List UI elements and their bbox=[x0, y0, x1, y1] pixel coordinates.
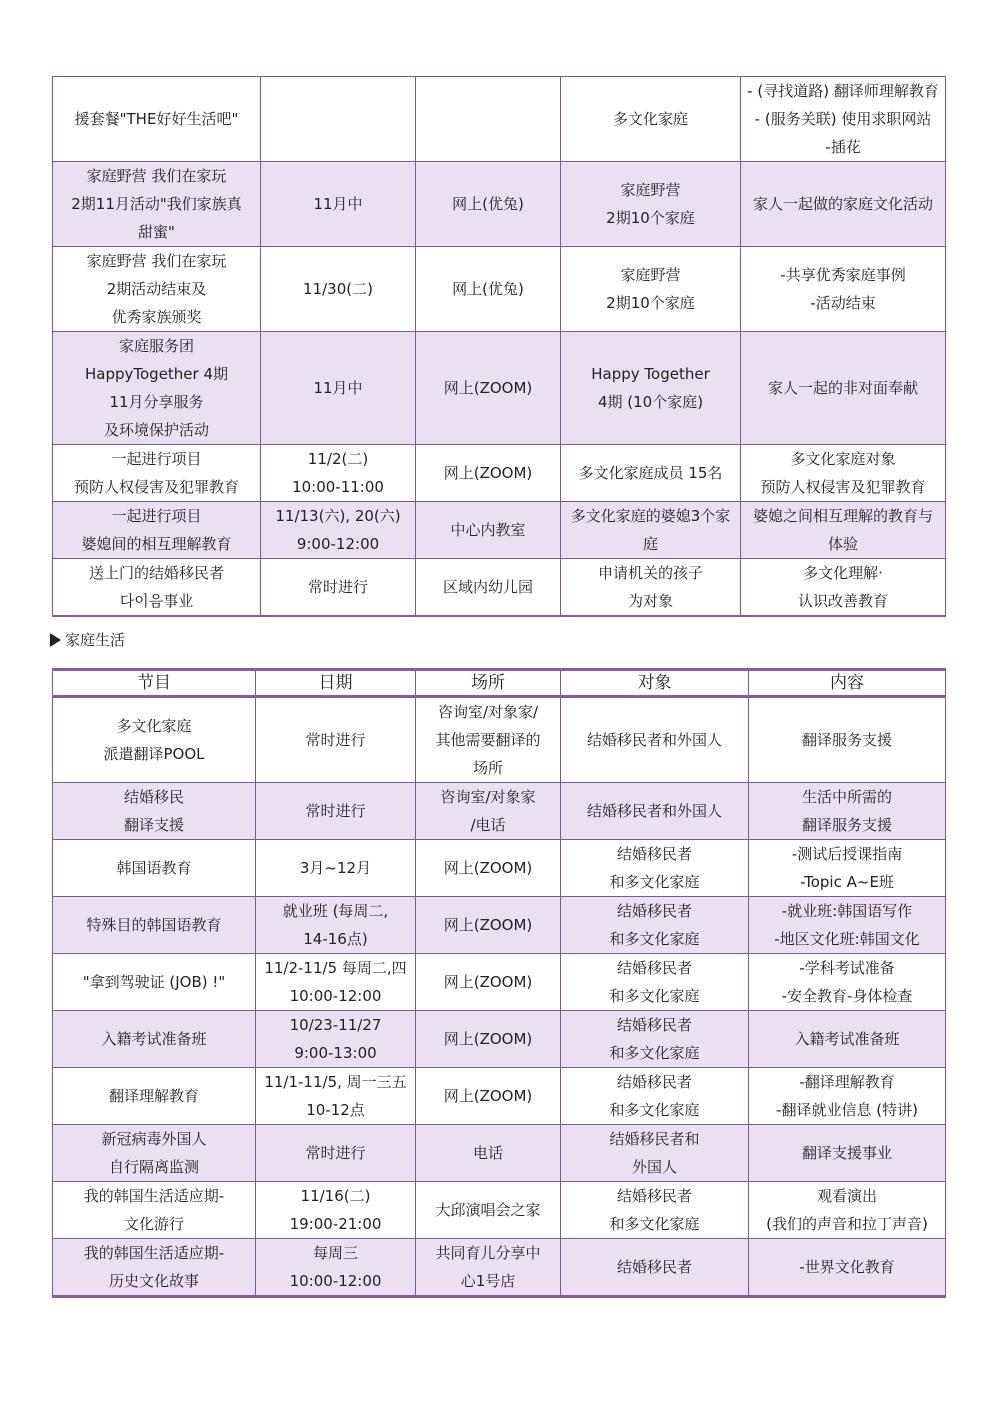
cell-text: 10:00-11:00 bbox=[292, 478, 384, 496]
table-row bbox=[53, 1239, 946, 1297]
column-header-date: 日期 bbox=[256, 670, 416, 697]
cell-text: 生活中所需的 bbox=[801, 788, 892, 806]
cell-text: 11/1-11/5, 周一三五 bbox=[264, 1073, 407, 1091]
cell-target bbox=[561, 897, 749, 954]
cell-target bbox=[561, 502, 741, 559]
cell-text: 10/23-11/27 bbox=[289, 1016, 382, 1034]
cell-venue bbox=[416, 77, 561, 162]
cell-text: 电话 bbox=[472, 1144, 503, 1162]
cell-text: 就业班 (每周二, bbox=[282, 902, 389, 920]
cell-text: 我的韩国生活适应期- bbox=[83, 1244, 225, 1262]
cell-program bbox=[53, 77, 261, 162]
cell-text: 预防人权侵害及犯罪教育 bbox=[73, 478, 239, 496]
table-row bbox=[53, 1011, 946, 1068]
cell-date bbox=[256, 840, 416, 897]
cell-date bbox=[256, 1239, 416, 1297]
cell-text: /电话 bbox=[470, 816, 506, 834]
cell-text: 19:00-21:00 bbox=[289, 1215, 382, 1233]
cell-text: -翻译理解教育 bbox=[799, 1073, 895, 1091]
cell-text: 4期 (10个家庭) bbox=[597, 393, 704, 411]
cell-content bbox=[749, 1182, 946, 1239]
cell-program bbox=[53, 162, 261, 247]
cell-text: 10:00-12:00 bbox=[289, 987, 382, 1005]
cell-venue bbox=[416, 1182, 561, 1239]
cell-text: 翻译服务支援 bbox=[801, 731, 892, 749]
cell-text: 3月~12月 bbox=[299, 859, 372, 877]
cell-text: 2期10个家庭 bbox=[606, 209, 695, 227]
cell-content bbox=[749, 697, 946, 783]
cell-venue bbox=[416, 783, 561, 840]
cell-date bbox=[256, 897, 416, 954]
cell-program bbox=[53, 1011, 256, 1068]
cell-date bbox=[256, 1068, 416, 1125]
cell-text: 家庭野营 bbox=[620, 181, 681, 199]
cell-venue bbox=[416, 840, 561, 897]
cell-program bbox=[53, 247, 261, 332]
family-life-table-body bbox=[53, 697, 946, 1297]
cell-target bbox=[561, 1182, 749, 1239]
program-table bbox=[52, 76, 946, 617]
cell-target bbox=[561, 954, 749, 1011]
cell-venue bbox=[416, 1068, 561, 1125]
table-row bbox=[53, 697, 946, 783]
cell-content bbox=[741, 332, 946, 445]
table-row bbox=[53, 247, 946, 332]
cell-date bbox=[261, 502, 416, 559]
cell-text: - (寻找道路) 翻译师理解教育 bbox=[747, 82, 939, 100]
cell-text: 一起进行项目 bbox=[111, 507, 202, 525]
column-header-target: 对象 bbox=[561, 670, 749, 697]
cell-date bbox=[261, 332, 416, 445]
cell-text: 其他需要翻译的 bbox=[435, 731, 541, 749]
cell-text: 结婚移民者 bbox=[616, 845, 692, 863]
cell-target bbox=[561, 559, 741, 617]
section-heading bbox=[50, 628, 125, 652]
cell-date bbox=[261, 247, 416, 332]
cell-text: 网上(ZOOM) bbox=[443, 464, 533, 482]
column-header-venue: 场所 bbox=[416, 670, 561, 697]
cell-text: 结婚移民者 bbox=[616, 1073, 692, 1091]
cell-text: 网上(优兔) bbox=[452, 280, 524, 298]
cell-text: -安全教育-身体检查 bbox=[781, 987, 913, 1005]
cell-text: -测试后授课指南 bbox=[791, 845, 903, 863]
cell-text: -Topic A~E班 bbox=[800, 873, 894, 891]
cell-text: 咨询室/对象家/ bbox=[437, 703, 539, 721]
cell-text: 结婚移民者 bbox=[616, 1187, 692, 1205]
cell-content bbox=[749, 1125, 946, 1182]
cell-text: 11/30(二) bbox=[303, 280, 373, 298]
cell-program bbox=[53, 445, 261, 502]
cell-target bbox=[561, 840, 749, 897]
cell-venue bbox=[416, 897, 561, 954]
table-row bbox=[53, 77, 946, 162]
cell-text: 送上门的结婚移民者 bbox=[88, 564, 224, 582]
cell-venue bbox=[416, 445, 561, 502]
cell-text: 新冠病毒外国人 bbox=[101, 1130, 207, 1148]
cell-text: 咨询室/对象家 bbox=[440, 788, 536, 806]
cell-content bbox=[749, 897, 946, 954]
cell-date bbox=[256, 954, 416, 1011]
cell-text: 多文化家庭成员 15名 bbox=[578, 464, 723, 482]
cell-target bbox=[561, 1125, 749, 1182]
cell-text: 网上(ZOOM) bbox=[443, 379, 533, 397]
cell-text: Happy Together bbox=[591, 365, 710, 383]
cell-text: 体验 bbox=[827, 535, 858, 553]
cell-program bbox=[53, 840, 256, 897]
cell-program bbox=[53, 954, 256, 1011]
cell-content bbox=[749, 1011, 946, 1068]
cell-text: 家庭野营 bbox=[620, 266, 681, 284]
cell-venue bbox=[416, 247, 561, 332]
cell-target bbox=[561, 332, 741, 445]
cell-text: 和多文化家庭 bbox=[609, 1101, 700, 1119]
cell-text: 11月中 bbox=[313, 195, 363, 213]
cell-target bbox=[561, 1068, 749, 1125]
cell-program bbox=[53, 897, 256, 954]
cell-program bbox=[53, 1068, 256, 1125]
cell-text: - (服务关联) 使用求职网站 bbox=[754, 110, 932, 128]
cell-text: 区域内幼儿园 bbox=[442, 578, 533, 596]
column-header-content: 内容 bbox=[749, 670, 946, 697]
table-row bbox=[53, 1068, 946, 1125]
family-life-table-header bbox=[53, 670, 946, 697]
cell-target bbox=[561, 1011, 749, 1068]
cell-text: 翻译支援事业 bbox=[801, 1144, 892, 1162]
cell-text: 文化游行 bbox=[123, 1215, 184, 1233]
cell-text: 韩国语教育 bbox=[116, 859, 192, 877]
cell-text: 2期10个家庭 bbox=[606, 294, 695, 312]
cell-date bbox=[256, 783, 416, 840]
cell-text: 9:00-12:00 bbox=[296, 535, 380, 553]
cell-text: (我们的声音和拉丁声音) bbox=[766, 1215, 928, 1233]
cell-text: 入籍考试准备班 bbox=[101, 1030, 207, 1048]
cell-text: 婆媳之间相互理解的教育与 bbox=[752, 507, 933, 525]
cell-text: 10:00-12:00 bbox=[289, 1272, 382, 1290]
table-row bbox=[53, 783, 946, 840]
table-row bbox=[53, 332, 946, 445]
cell-text: 网上(ZOOM) bbox=[443, 859, 533, 877]
cell-text: 大邱演唱会之家 bbox=[435, 1201, 541, 1219]
cell-text: 申请机关的孩子 bbox=[597, 564, 703, 582]
cell-text: 家庭服务团 bbox=[118, 337, 194, 355]
cell-text: 共同育儿分享中 bbox=[435, 1244, 541, 1262]
cell-text: 结婚移民 bbox=[123, 788, 184, 806]
column-header-program: 节目 bbox=[53, 670, 256, 697]
cell-text: 自行隔离监测 bbox=[108, 1158, 199, 1176]
cell-content bbox=[741, 502, 946, 559]
cell-text: -地区文化班:韩国文化 bbox=[774, 930, 920, 948]
cell-text: 家庭野营 我们在家玩 bbox=[86, 167, 227, 185]
cell-date bbox=[256, 1125, 416, 1182]
cell-text: 常时进行 bbox=[307, 578, 368, 596]
cell-text: 结婚移民者 bbox=[616, 902, 692, 920]
cell-program bbox=[53, 1182, 256, 1239]
cell-content bbox=[741, 559, 946, 617]
cell-text: 网上(优兔) bbox=[452, 195, 524, 213]
cell-program bbox=[53, 559, 261, 617]
cell-program bbox=[53, 697, 256, 783]
table-row bbox=[53, 559, 946, 617]
cell-text: 家庭野营 我们在家玩 bbox=[86, 252, 227, 270]
cell-program bbox=[53, 332, 261, 445]
cell-text: 多文化家庭 bbox=[612, 110, 688, 128]
cell-program bbox=[53, 783, 256, 840]
cell-text: -活动结束 bbox=[810, 294, 876, 312]
cell-text: 外国人 bbox=[631, 1158, 677, 1176]
cell-text: 常时进行 bbox=[305, 1144, 366, 1162]
cell-text: 援套餐"THE好好生活吧" bbox=[74, 110, 239, 128]
cell-text: 为对象 bbox=[627, 592, 673, 610]
table-row bbox=[53, 954, 946, 1011]
cell-text: -世界文化教育 bbox=[799, 1258, 895, 1276]
section-title: 家庭生活 bbox=[65, 631, 126, 649]
cell-content bbox=[741, 162, 946, 247]
table-row bbox=[53, 840, 946, 897]
cell-text: 和多文化家庭 bbox=[609, 1044, 700, 1062]
triangle-right-icon bbox=[50, 633, 61, 647]
cell-text: 常时进行 bbox=[305, 731, 366, 749]
cell-content bbox=[749, 1239, 946, 1297]
cell-text: 网上(ZOOM) bbox=[443, 1030, 533, 1048]
cell-venue bbox=[416, 954, 561, 1011]
table-row bbox=[53, 1182, 946, 1239]
cell-content bbox=[749, 783, 946, 840]
cell-text: 结婚移民者 bbox=[616, 959, 692, 977]
cell-target bbox=[561, 162, 741, 247]
cell-text: 场所 bbox=[472, 759, 503, 777]
family-life-table bbox=[52, 668, 946, 1298]
cell-text: 和多文化家庭 bbox=[609, 873, 700, 891]
cell-text: 10-12点 bbox=[306, 1101, 365, 1119]
cell-text: 我的韩国生活适应期- bbox=[83, 1187, 225, 1205]
cell-text: 2期11月活动"我们家族真 bbox=[71, 195, 242, 213]
cell-venue bbox=[416, 1011, 561, 1068]
cell-target bbox=[561, 697, 749, 783]
cell-text: 11/16(二) bbox=[300, 1187, 371, 1205]
cell-text: 网上(ZOOM) bbox=[443, 916, 533, 934]
cell-venue bbox=[416, 332, 561, 445]
cell-text: 观看演出 bbox=[816, 1187, 877, 1205]
cell-venue bbox=[416, 559, 561, 617]
cell-text: -学科考试准备 bbox=[799, 959, 895, 977]
table-row bbox=[53, 445, 946, 502]
cell-text: 特殊目的韩国语教育 bbox=[86, 916, 222, 934]
cell-text: 婆媳间的相互理解教育 bbox=[81, 535, 232, 553]
cell-text: 派遣翻译POOL bbox=[103, 745, 205, 763]
cell-text: 每周三 bbox=[312, 1244, 358, 1262]
cell-text: 认识改善教育 bbox=[797, 592, 888, 610]
table-row bbox=[53, 897, 946, 954]
cell-date bbox=[256, 697, 416, 783]
cell-text: 2期活动结束及 bbox=[106, 280, 207, 298]
cell-text: 优秀家族颁奖 bbox=[111, 308, 202, 326]
cell-text: 11/13(六), 20(六) bbox=[275, 507, 401, 525]
cell-text: 家人一起做的家庭文化活动 bbox=[752, 195, 933, 213]
cell-venue bbox=[416, 502, 561, 559]
cell-text: 结婚移民者和外国人 bbox=[586, 802, 722, 820]
cell-venue bbox=[416, 697, 561, 783]
cell-text: 11月分享服务 bbox=[109, 393, 204, 411]
cell-text: 历史文化故事 bbox=[108, 1272, 199, 1290]
cell-text: 结婚移民者和外国人 bbox=[586, 731, 722, 749]
cell-text: 网上(ZOOM) bbox=[443, 1087, 533, 1105]
cell-text: HappyTogether 4期 bbox=[84, 365, 229, 383]
cell-text: 多文化家庭 bbox=[116, 717, 192, 735]
cell-venue bbox=[416, 162, 561, 247]
cell-text: 网上(ZOOM) bbox=[443, 973, 533, 991]
cell-text: 及环境保护活动 bbox=[103, 421, 209, 439]
cell-text: 家人一起的非对面奉献 bbox=[767, 379, 918, 397]
cell-program bbox=[53, 1125, 256, 1182]
table-row bbox=[53, 162, 946, 247]
cell-venue bbox=[416, 1125, 561, 1182]
cell-text: -就业班:韩国语写作 bbox=[781, 902, 913, 920]
cell-text: 11/2-11/5 每周二,四 bbox=[264, 959, 407, 977]
cell-text: 庭 bbox=[642, 535, 658, 553]
cell-text: -共享优秀家庭事例 bbox=[780, 266, 906, 284]
cell-text: 结婚移民者和 bbox=[609, 1130, 700, 1148]
cell-text: -插花 bbox=[825, 138, 861, 156]
program-table-body bbox=[53, 77, 946, 617]
cell-program bbox=[53, 502, 261, 559]
cell-date bbox=[261, 162, 416, 247]
cell-text: 结婚移民者 bbox=[616, 1016, 692, 1034]
cell-text: 11/2(二) bbox=[307, 450, 369, 468]
cell-text: 9:00-13:00 bbox=[294, 1044, 377, 1062]
cell-target bbox=[561, 1239, 749, 1297]
cell-text: 甜蜜" bbox=[138, 223, 175, 241]
cell-text: 入籍考试准备班 bbox=[794, 1030, 900, 1048]
cell-date bbox=[256, 1182, 416, 1239]
cell-text: 常时进行 bbox=[305, 802, 366, 820]
cell-content bbox=[749, 840, 946, 897]
cell-text: 翻译支援 bbox=[123, 816, 184, 834]
cell-text: 14-16点) bbox=[303, 930, 368, 948]
cell-target bbox=[561, 445, 741, 502]
cell-content bbox=[749, 1068, 946, 1125]
cell-text: 和多文化家庭 bbox=[609, 987, 700, 1005]
cell-program bbox=[53, 1239, 256, 1297]
cell-content bbox=[749, 954, 946, 1011]
cell-text: 心1号店 bbox=[460, 1272, 516, 1290]
cell-text: 다이음事业 bbox=[119, 592, 194, 610]
cell-date bbox=[256, 1011, 416, 1068]
cell-target bbox=[561, 247, 741, 332]
cell-date bbox=[261, 77, 416, 162]
cell-text: 和多文化家庭 bbox=[609, 1215, 700, 1233]
cell-target bbox=[561, 77, 741, 162]
cell-text: 11月中 bbox=[313, 379, 363, 397]
cell-text: 多文化家庭对象 bbox=[790, 450, 896, 468]
cell-text: 和多文化家庭 bbox=[609, 930, 700, 948]
table-row bbox=[53, 1125, 946, 1182]
cell-text: 预防人权侵害及犯罪教育 bbox=[760, 478, 926, 496]
cell-content bbox=[741, 77, 946, 162]
cell-date bbox=[261, 559, 416, 617]
table-row bbox=[53, 502, 946, 559]
cell-text: 多文化理解· bbox=[803, 564, 883, 582]
cell-content bbox=[741, 247, 946, 332]
cell-target bbox=[561, 783, 749, 840]
cell-content bbox=[741, 445, 946, 502]
cell-text: 多文化家庭的婆媳3个家 bbox=[570, 507, 731, 525]
cell-text: 中心内教室 bbox=[450, 521, 526, 539]
cell-text: 翻译服务支援 bbox=[801, 816, 892, 834]
cell-text: -翻译就业信息 (特讲) bbox=[776, 1101, 918, 1119]
cell-text: "拿到驾驶证 (JOB) !" bbox=[82, 973, 226, 991]
cell-date bbox=[261, 445, 416, 502]
cell-text: 结婚移民者 bbox=[616, 1258, 692, 1276]
cell-venue bbox=[416, 1239, 561, 1297]
cell-text: 翻译理解教育 bbox=[108, 1087, 199, 1105]
cell-text: 一起进行项目 bbox=[111, 450, 202, 468]
